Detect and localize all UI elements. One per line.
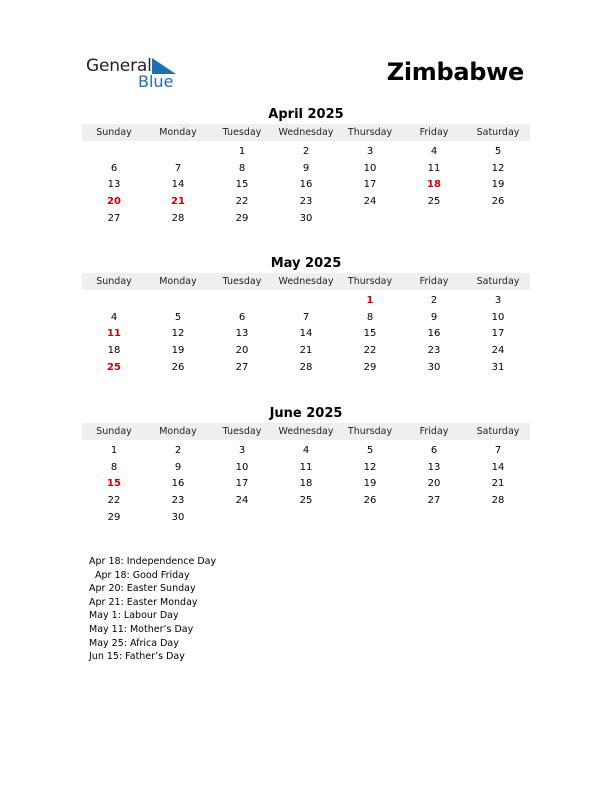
- day-cell: 22: [107, 495, 121, 507]
- day-cell: 24: [491, 345, 505, 357]
- weekday-monday: Monday: [159, 127, 197, 138]
- month-title: April 2025: [268, 107, 344, 122]
- day-cell: 16: [171, 478, 185, 490]
- month-june: [82, 405, 530, 526]
- day-cell: 5: [366, 444, 374, 456]
- week-row: [82, 193, 530, 210]
- holiday-item: Apr 18: Independence Day: [89, 556, 217, 567]
- day-cell: 12: [363, 461, 377, 473]
- day-cell: 13: [107, 179, 121, 191]
- weekday-wednesday: Wednesday: [278, 426, 334, 437]
- day-cell: 8: [238, 162, 246, 174]
- day-cell: 20: [235, 345, 249, 357]
- day-cell: 8: [110, 461, 118, 473]
- day-cell: 28: [171, 213, 185, 225]
- day-cell: 11: [427, 162, 441, 174]
- day-cell: 6: [110, 162, 118, 174]
- holiday-item: May 11: Mother’s Day: [89, 623, 194, 635]
- day-cell: 15: [363, 328, 377, 340]
- day-cell: 11: [299, 461, 313, 473]
- day-cell: 15: [107, 478, 121, 490]
- month-title: May 2025: [270, 256, 342, 271]
- day-cell: 17: [235, 478, 249, 490]
- day-cell: 10: [363, 162, 377, 174]
- weekday-thursday: Thursday: [347, 127, 393, 138]
- holiday-item: Apr 18: Good Friday: [95, 569, 190, 581]
- weekday-header: [82, 273, 530, 290]
- day-cell: 12: [171, 328, 185, 340]
- holiday-list: [89, 555, 216, 664]
- day-cell: 31: [491, 362, 505, 374]
- day-cell: 25: [299, 495, 313, 507]
- day-cell: 27: [235, 362, 249, 374]
- day-cell: 1: [110, 444, 118, 456]
- day-cell: 15: [235, 179, 249, 191]
- day-cell: 4: [302, 444, 310, 456]
- day-grid: [82, 440, 530, 526]
- weekday-friday: Friday: [419, 426, 449, 437]
- day-cell: 1: [366, 294, 374, 306]
- day-cell: 24: [363, 196, 377, 208]
- day-cell: 16: [299, 179, 313, 191]
- day-cell: 25: [427, 196, 441, 208]
- week-row: [82, 143, 530, 160]
- weekday-sunday: Sunday: [96, 276, 132, 287]
- week-row: [82, 492, 530, 509]
- day-cell: 26: [363, 495, 377, 507]
- day-cell: 6: [430, 444, 438, 456]
- week-row: [82, 160, 530, 177]
- day-cell: 2: [174, 444, 182, 456]
- day-cell: 28: [491, 495, 505, 507]
- day-cell: 21: [171, 196, 185, 208]
- holiday-item: May 25: Africa Day: [89, 637, 179, 649]
- weekday-friday: Friday: [419, 276, 449, 287]
- day-cell: 1: [238, 145, 246, 157]
- day-cell: 13: [427, 461, 441, 473]
- day-grid: [82, 290, 530, 376]
- day-cell: 19: [491, 179, 505, 191]
- day-cell: 7: [494, 444, 502, 456]
- week-row: [82, 359, 530, 376]
- weekday-wednesday: Wednesday: [278, 276, 334, 287]
- weekday-wednesday: Wednesday: [278, 127, 334, 138]
- day-cell: 29: [107, 512, 121, 524]
- weekday-thursday: Thursday: [347, 426, 393, 437]
- day-cell: 13: [235, 328, 249, 340]
- day-cell: 2: [430, 294, 438, 306]
- day-cell: 3: [494, 294, 502, 306]
- day-cell: 7: [174, 162, 182, 174]
- day-cell: 17: [491, 328, 505, 340]
- weekday-tuesday: Tuesday: [222, 276, 262, 287]
- day-cell: 29: [235, 213, 249, 225]
- day-cell: 14: [171, 179, 185, 191]
- day-cell: 21: [491, 478, 505, 490]
- day-cell: 19: [171, 345, 185, 357]
- day-cell: 23: [427, 345, 441, 357]
- weekday-friday: Friday: [419, 127, 449, 138]
- month-april: [82, 106, 530, 227]
- holiday-item: May 1: Labour Day: [89, 610, 179, 622]
- day-cell: 30: [427, 362, 441, 374]
- weekday-saturday: Saturday: [476, 426, 520, 437]
- day-cell: 5: [174, 311, 182, 323]
- day-cell: 3: [366, 145, 374, 157]
- weekday-header: [82, 423, 530, 440]
- day-cell: 23: [171, 495, 185, 507]
- day-cell: 5: [494, 145, 502, 157]
- day-cell: 20: [427, 478, 441, 490]
- day-cell: 14: [491, 461, 505, 473]
- day-cell: 27: [107, 213, 121, 225]
- logo-word-blue: Blue: [138, 72, 174, 91]
- day-cell: 26: [171, 362, 185, 374]
- weekday-sunday: Sunday: [96, 127, 132, 138]
- day-cell: 3: [238, 444, 246, 456]
- weekday-sunday: Sunday: [96, 426, 132, 437]
- week-row: [82, 459, 530, 476]
- generalblue-logo: [86, 56, 186, 92]
- day-cell: 24: [235, 495, 249, 507]
- month-title: June 2025: [269, 406, 343, 421]
- day-cell: 9: [430, 311, 438, 323]
- day-cell: 23: [299, 196, 313, 208]
- day-cell: 28: [299, 362, 313, 374]
- holiday-item: Jun 15: Father’s Day: [89, 651, 185, 663]
- week-row: [82, 509, 530, 526]
- day-cell: 22: [363, 345, 377, 357]
- weekday-tuesday: Tuesday: [222, 127, 262, 138]
- day-cell: 10: [235, 461, 249, 473]
- holiday-item: Apr 21: Easter Monday: [89, 596, 198, 608]
- day-cell: 14: [299, 328, 313, 340]
- weekday-monday: Monday: [159, 426, 197, 437]
- day-cell: 18: [299, 478, 313, 490]
- weekday-thursday: Thursday: [347, 276, 393, 287]
- weekday-saturday: Saturday: [476, 276, 520, 287]
- month-may: [82, 255, 530, 376]
- weekday-tuesday: Tuesday: [222, 426, 262, 437]
- day-cell: 18: [107, 345, 121, 357]
- day-cell: 30: [171, 512, 185, 524]
- day-cell: 16: [427, 328, 441, 340]
- day-cell: 4: [110, 311, 118, 323]
- week-row: [82, 292, 530, 309]
- week-row: [82, 177, 530, 194]
- day-cell: 4: [430, 145, 438, 157]
- day-cell: 27: [427, 495, 441, 507]
- day-cell: 6: [238, 311, 246, 323]
- holiday-item: Apr 20: Easter Sunday: [89, 583, 196, 595]
- day-cell: 25: [107, 362, 121, 374]
- day-cell: 10: [491, 311, 505, 323]
- day-cell: 7: [302, 311, 310, 323]
- week-row: [82, 442, 530, 459]
- week-row: [82, 326, 530, 343]
- day-cell: 21: [299, 345, 313, 357]
- weekday-header: [82, 124, 530, 141]
- day-cell: 17: [363, 179, 377, 191]
- weekday-saturday: Saturday: [476, 127, 520, 138]
- day-cell: 9: [302, 162, 310, 174]
- day-grid: [82, 141, 530, 227]
- day-cell: 19: [363, 478, 377, 490]
- week-row: [82, 342, 530, 359]
- day-cell: 29: [363, 362, 377, 374]
- country-title: Zimbabwe: [386, 58, 524, 86]
- weekday-monday: Monday: [159, 276, 197, 287]
- week-row: [82, 476, 530, 493]
- day-cell: 18: [427, 179, 441, 191]
- day-cell: 22: [235, 196, 249, 208]
- day-cell: 12: [491, 162, 505, 174]
- day-cell: 20: [107, 196, 121, 208]
- week-row: [82, 309, 530, 326]
- logo-word-general: General: [86, 56, 152, 76]
- day-cell: 11: [107, 328, 121, 340]
- day-cell: 26: [491, 196, 505, 208]
- day-cell: 30: [299, 213, 313, 225]
- day-cell: 2: [302, 145, 310, 157]
- day-cell: 8: [366, 311, 374, 323]
- week-row: [82, 210, 530, 227]
- day-cell: 9: [174, 461, 182, 473]
